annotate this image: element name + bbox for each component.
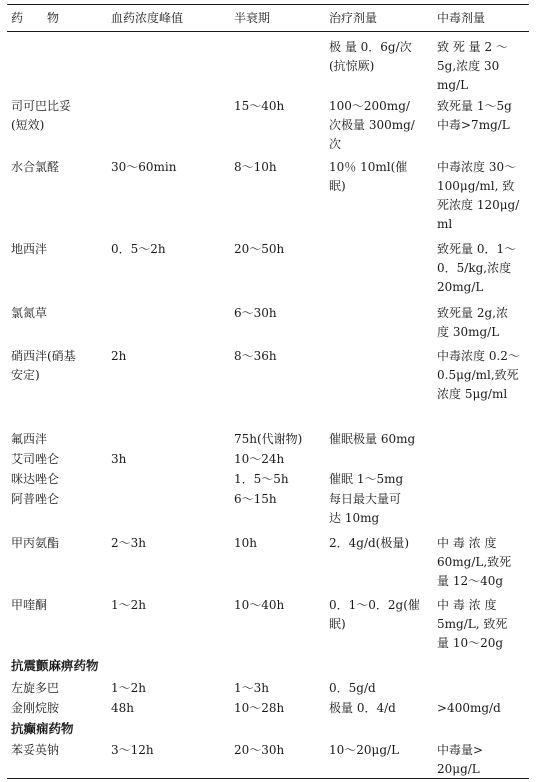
cell-therapeutic: 10％ 10ml(催 眠) bbox=[329, 160, 408, 193]
section-heading: 抗癫痫药物 bbox=[11, 721, 74, 736]
cell-toxic: >400mg/d bbox=[437, 701, 501, 715]
cell-drug: 苯妥英钠 bbox=[11, 743, 60, 757]
cell-therapeutic: 0．5g/d bbox=[329, 681, 376, 695]
header-drug: 药 物 bbox=[11, 11, 60, 25]
cell-therapeutic: 10～20μg/L bbox=[329, 743, 400, 757]
cell-peak: 3h bbox=[111, 452, 127, 466]
cell-half-life: 8～36h bbox=[234, 349, 277, 363]
cell-therapeutic: 催眠 1～5mg bbox=[329, 472, 404, 486]
cell-half-life: 75h(代谢物) bbox=[234, 432, 303, 446]
cell-toxic: 中毒浓度 0.2～ 0.5μg/ml,致死 浓度 5μg/ml bbox=[437, 349, 520, 401]
cell-drug: 司可巴比妥 (短效) bbox=[11, 99, 72, 132]
cell-peak: 0．5～2h bbox=[111, 242, 166, 256]
cell-drug: 氟西泮 bbox=[11, 432, 48, 446]
cell-half-life: 1～3h bbox=[234, 681, 269, 695]
cell-toxic: 致死量 1～5g 中毒>7mg/L bbox=[437, 99, 512, 132]
cell-toxic: 致死量 2g,浓 度 30mg/L bbox=[437, 306, 508, 339]
cell-half-life: 6～15h bbox=[234, 492, 277, 506]
cell-therapeutic: 0．1～0．2g(催 眠) bbox=[329, 598, 420, 631]
cell-peak: 2h bbox=[111, 349, 127, 363]
cell-toxic: 中毒量> 20μg/L bbox=[437, 743, 484, 776]
cell-peak: 2～3h bbox=[111, 536, 146, 550]
cell-drug: 咪达唑仑 bbox=[11, 472, 60, 486]
header-therapeutic-dose: 治疗剂量 bbox=[329, 11, 378, 25]
table-top-rule bbox=[7, 4, 529, 5]
cell-drug: 金刚烷胺 bbox=[11, 701, 60, 715]
cell-half-life: 8～10h bbox=[234, 160, 277, 174]
cell-drug: 甲丙氨酯 bbox=[11, 536, 60, 550]
cell-toxic: 中毒浓度 30～ 100μg/ml, 致 死浓度 120μg/ ml bbox=[437, 160, 520, 231]
cell-drug: 地西泮 bbox=[11, 242, 48, 256]
cell-half-life: 10～40h bbox=[234, 598, 285, 612]
cell-drug: 阿普唑仑 bbox=[11, 492, 60, 506]
cell-peak: 30～60min bbox=[111, 160, 177, 174]
cell-therapeutic: 极 量 0．6g/次 (抗惊厥) bbox=[329, 40, 412, 73]
cell-toxic: 致死量 0．1～ 0．5/kg,浓度 20mg/L bbox=[437, 242, 517, 294]
header-peak-concentration: 血药浓度峰值 bbox=[111, 11, 184, 25]
cell-therapeutic: 2．4g/d(极量) bbox=[329, 536, 410, 550]
cell-half-life: 20～50h bbox=[234, 242, 285, 256]
cell-half-life: 10～28h bbox=[234, 701, 285, 715]
cell-peak: 1～2h bbox=[111, 681, 146, 695]
header-bottom-rule bbox=[7, 31, 529, 32]
cell-drug: 艾司唑仑 bbox=[11, 452, 60, 466]
cell-toxic: 中 毒 浓 度 5mg/L, 致死 量 10～20g bbox=[437, 598, 508, 650]
cell-half-life: 1．5～5h bbox=[234, 472, 289, 486]
cell-peak: 3～12h bbox=[111, 743, 154, 757]
cell-peak: 48h bbox=[111, 701, 134, 715]
header-toxic-dose: 中毒剂量 bbox=[437, 11, 486, 25]
cell-therapeutic: 100～200mg/ 次极量 300mg/ 次 bbox=[329, 99, 415, 151]
cell-therapeutic: 极量 0．4/d bbox=[329, 701, 396, 715]
cell-drug: 左旋多巴 bbox=[11, 681, 60, 695]
cell-toxic: 中 毒 浓 度 60mg/L,致死 量 12～40g bbox=[437, 536, 512, 588]
cell-half-life: 20～30h bbox=[234, 743, 285, 757]
cell-drug: 水合氯醛 bbox=[11, 160, 60, 174]
cell-drug: 氯氮草 bbox=[11, 306, 48, 320]
cell-drug: 硝西泮(硝基 安定) bbox=[11, 349, 76, 382]
cell-therapeutic: 催眠极量 60mg bbox=[329, 432, 416, 446]
drug-table bbox=[7, 0, 529, 782]
cell-drug: 甲喹酮 bbox=[11, 598, 48, 612]
cell-half-life: 10h bbox=[234, 536, 257, 550]
cell-peak: 1～2h bbox=[111, 598, 146, 612]
header-half-life: 半衰期 bbox=[234, 11, 271, 25]
cell-therapeutic: 每日最大量可 达 10mg bbox=[329, 492, 402, 525]
cell-half-life: 10～24h bbox=[234, 452, 285, 466]
section-heading: 抗震颤麻痹药物 bbox=[11, 658, 99, 673]
table-bottom-rule bbox=[7, 778, 529, 779]
cell-toxic: 致 死 量 2 ～ 5g,浓度 30 mg/L bbox=[437, 40, 508, 92]
cell-half-life: 6～30h bbox=[234, 306, 277, 320]
cell-half-life: 15～40h bbox=[234, 99, 285, 113]
